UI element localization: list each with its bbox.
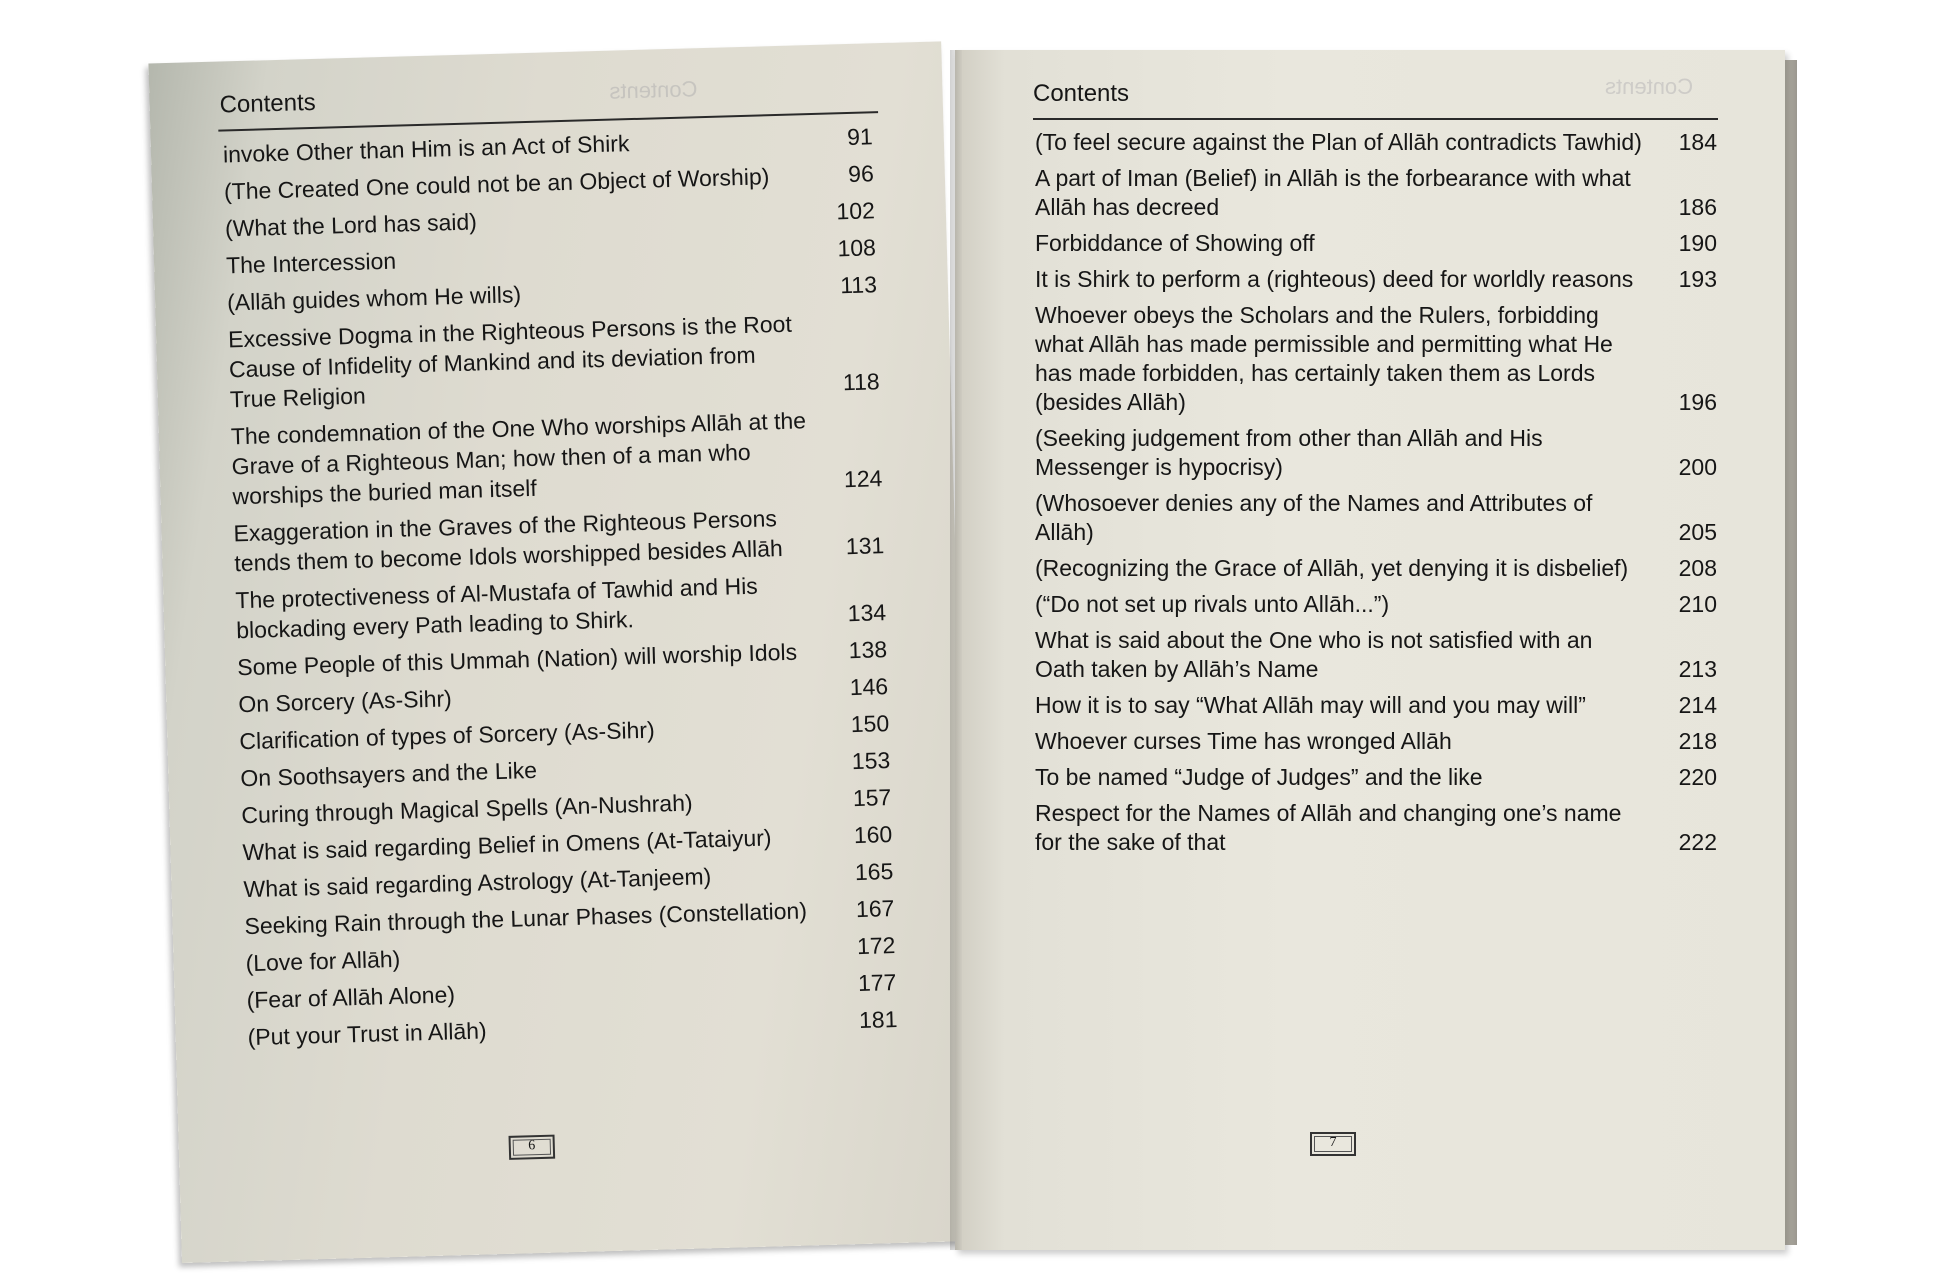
entry-title: Curing through Magical Spells (An-Nushrah) — [241, 789, 693, 829]
entry-page-number: 124 — [843, 465, 883, 493]
entry-page-number: 91 — [846, 123, 874, 151]
contents-entry — [1035, 554, 1717, 583]
entry-title: On Soothsayers and the Like — [240, 756, 538, 792]
contents-entry — [1035, 128, 1717, 157]
contents-entry — [1035, 727, 1717, 756]
contents-entry — [233, 500, 884, 578]
entry-title: (Seeking judgement from other than Allāh and His Messenger is hypocrisy) — [1035, 425, 1543, 480]
entry-title: A part of Iman (Belief) in Allāh is the forbearance with what Allāh has decreed — [1035, 165, 1631, 220]
entry-title: (“Do not set up rivals unto Allāh...”) — [1035, 591, 1390, 617]
right-page — [955, 50, 1785, 1250]
open-book — [165, 50, 1795, 1250]
left-page-header: Contents — [219, 88, 317, 119]
contents-entry — [1035, 265, 1717, 294]
right-page-number: 7 — [1310, 1132, 1356, 1156]
bleed-through-text: Contents — [609, 76, 698, 104]
contents-entry — [235, 567, 886, 645]
contents-entry — [228, 306, 880, 414]
entry-page-number: 210 — [1678, 591, 1717, 617]
header-rule — [1033, 118, 1718, 120]
entry-title: (Allāh guides whom He wills) — [226, 281, 522, 316]
contents-entry — [1035, 489, 1717, 547]
entry-title: The Intercession — [225, 247, 397, 279]
entry-page-number: 190 — [1678, 230, 1717, 256]
right-page-header: Contents — [1033, 80, 1130, 107]
contents-entry — [1035, 763, 1717, 792]
entry-page-number: 177 — [857, 968, 897, 997]
entry-page-number: 153 — [851, 747, 891, 775]
entry-page-number: 96 — [847, 160, 875, 188]
contents-entry — [1035, 424, 1717, 482]
entry-page-number: 108 — [837, 234, 877, 262]
entry-title: To be named “Judge of Judges” and the like — [1035, 764, 1483, 790]
entry-title: What is said regarding Belief in Omens (At-Tataiyur) — [242, 824, 772, 866]
entry-page-number: 184 — [1678, 129, 1717, 155]
entry-page-number: 196 — [1678, 389, 1717, 415]
entry-title: The protectiveness of Al-Mustafa of Tawhid and His blockading every Path leading to Shirk. — [235, 572, 759, 644]
entry-title: Seeking Rain through the Lunar Phases (Constellation) — [244, 897, 808, 940]
entry-title: Some People of this Ummah (Nation) will worship Idols — [236, 638, 798, 681]
contents-entry — [1035, 590, 1717, 619]
entry-page-number: 220 — [1678, 764, 1717, 790]
entry-title: Forbiddance of Showing off — [1035, 230, 1315, 256]
entry-page-number: 213 — [1678, 656, 1717, 682]
entry-page-number: 131 — [845, 532, 885, 560]
entry-page-number: 193 — [1678, 266, 1717, 292]
entry-title: Excessive Dogma in the Righteous Persons is the Root Cause of Infidelity of Mankind and its deviation from True Religion — [227, 310, 793, 413]
entry-page-number: 165 — [854, 858, 894, 886]
entry-title: What is said regarding Astrology (At-Tanjeem) — [243, 863, 712, 903]
left-page — [148, 41, 974, 1263]
entry-title: (Recognizing the Grace of Allāh, yet denying it is disbelief) — [1035, 555, 1629, 581]
entry-title: On Sorcery (As-Sihr) — [237, 685, 453, 718]
entry-page-number: 157 — [852, 784, 892, 812]
entry-page-number: 200 — [1678, 454, 1717, 480]
entry-page-number: 146 — [849, 673, 889, 701]
entry-page-number: 150 — [850, 710, 890, 738]
entry-title: (Love for Allāh) — [245, 945, 401, 977]
contents-entry — [1035, 626, 1717, 684]
entry-page-number: 181 — [858, 1005, 898, 1034]
entry-title: (Put your Trust in Allāh) — [247, 1017, 487, 1051]
entry-page-number: 160 — [853, 821, 893, 849]
left-contents-list — [223, 121, 898, 1059]
contents-entry — [1035, 229, 1717, 258]
entry-page-number: 222 — [1678, 829, 1717, 855]
entry-title: invoke Other than Him is an Act of Shirk — [222, 130, 630, 168]
entry-page-number: 218 — [1678, 728, 1717, 754]
entry-title: (What the Lord has said) — [224, 208, 478, 242]
entry-page-number: 208 — [1678, 555, 1717, 581]
entry-page-number: 186 — [1678, 194, 1717, 220]
entry-title: (To feel secure against the Plan of Allāh contradicts Tawhid) — [1035, 129, 1642, 155]
entry-page-number: 172 — [856, 932, 896, 960]
entry-page-number: 167 — [855, 895, 895, 923]
bleed-through-text: Contents — [1605, 74, 1694, 99]
entry-page-number: 102 — [836, 197, 876, 225]
entry-title: (The Created One could not be an Object of Worship) — [223, 163, 770, 205]
book-spine — [950, 50, 962, 1250]
entry-title: (Whosoever denies any of the Names and Attributes of Allāh) — [1035, 490, 1593, 545]
entry-page-number: 134 — [847, 599, 887, 627]
entry-title: Clarification of types of Sorcery (As-Sihr) — [239, 716, 655, 755]
entry-title: Respect for the Names of Allāh and changing one’s name for the sake of that — [1035, 800, 1622, 855]
entry-page-number: 113 — [839, 271, 878, 299]
entry-page-number: 205 — [1678, 519, 1717, 545]
entry-title: Whoever obeys the Scholars and the Rulers, forbidding what Allāh has made permissible and permitting what He has made forbidden, has certainly taken them as Lords (besides Allāh) — [1035, 302, 1613, 415]
entry-title: (Fear of Allāh Alone) — [246, 981, 456, 1014]
entry-page-number: 214 — [1678, 692, 1717, 718]
entry-title: The condemnation of the One Who worships Allāh at the Grave of a Righteous Man; how then of a man who worships the buried man itself — [230, 407, 807, 510]
entry-page-number: 138 — [848, 636, 888, 664]
contents-entry — [1035, 301, 1717, 417]
entry-page-number: 118 — [842, 368, 880, 396]
entry-title: Whoever curses Time has wronged Allāh — [1035, 728, 1452, 754]
contents-entry — [1035, 691, 1717, 720]
contents-entry — [230, 403, 882, 511]
entry-title: It is Shirk to perform a (righteous) deed for worldly reasons — [1035, 266, 1634, 292]
entry-title: Exaggeration in the Graves of the Righteous Persons tends them to become Idols worshipped besides Allāh — [233, 505, 784, 577]
right-contents-list — [1035, 128, 1717, 864]
entry-title: How it is to say “What Allāh may will and you may will” — [1035, 692, 1586, 718]
contents-entry — [1035, 164, 1717, 222]
left-page-number: 6 — [509, 1135, 556, 1160]
contents-entry — [1035, 799, 1717, 857]
entry-title: What is said about the One who is not satisfied with an Oath taken by Allāh’s Name — [1035, 627, 1593, 682]
